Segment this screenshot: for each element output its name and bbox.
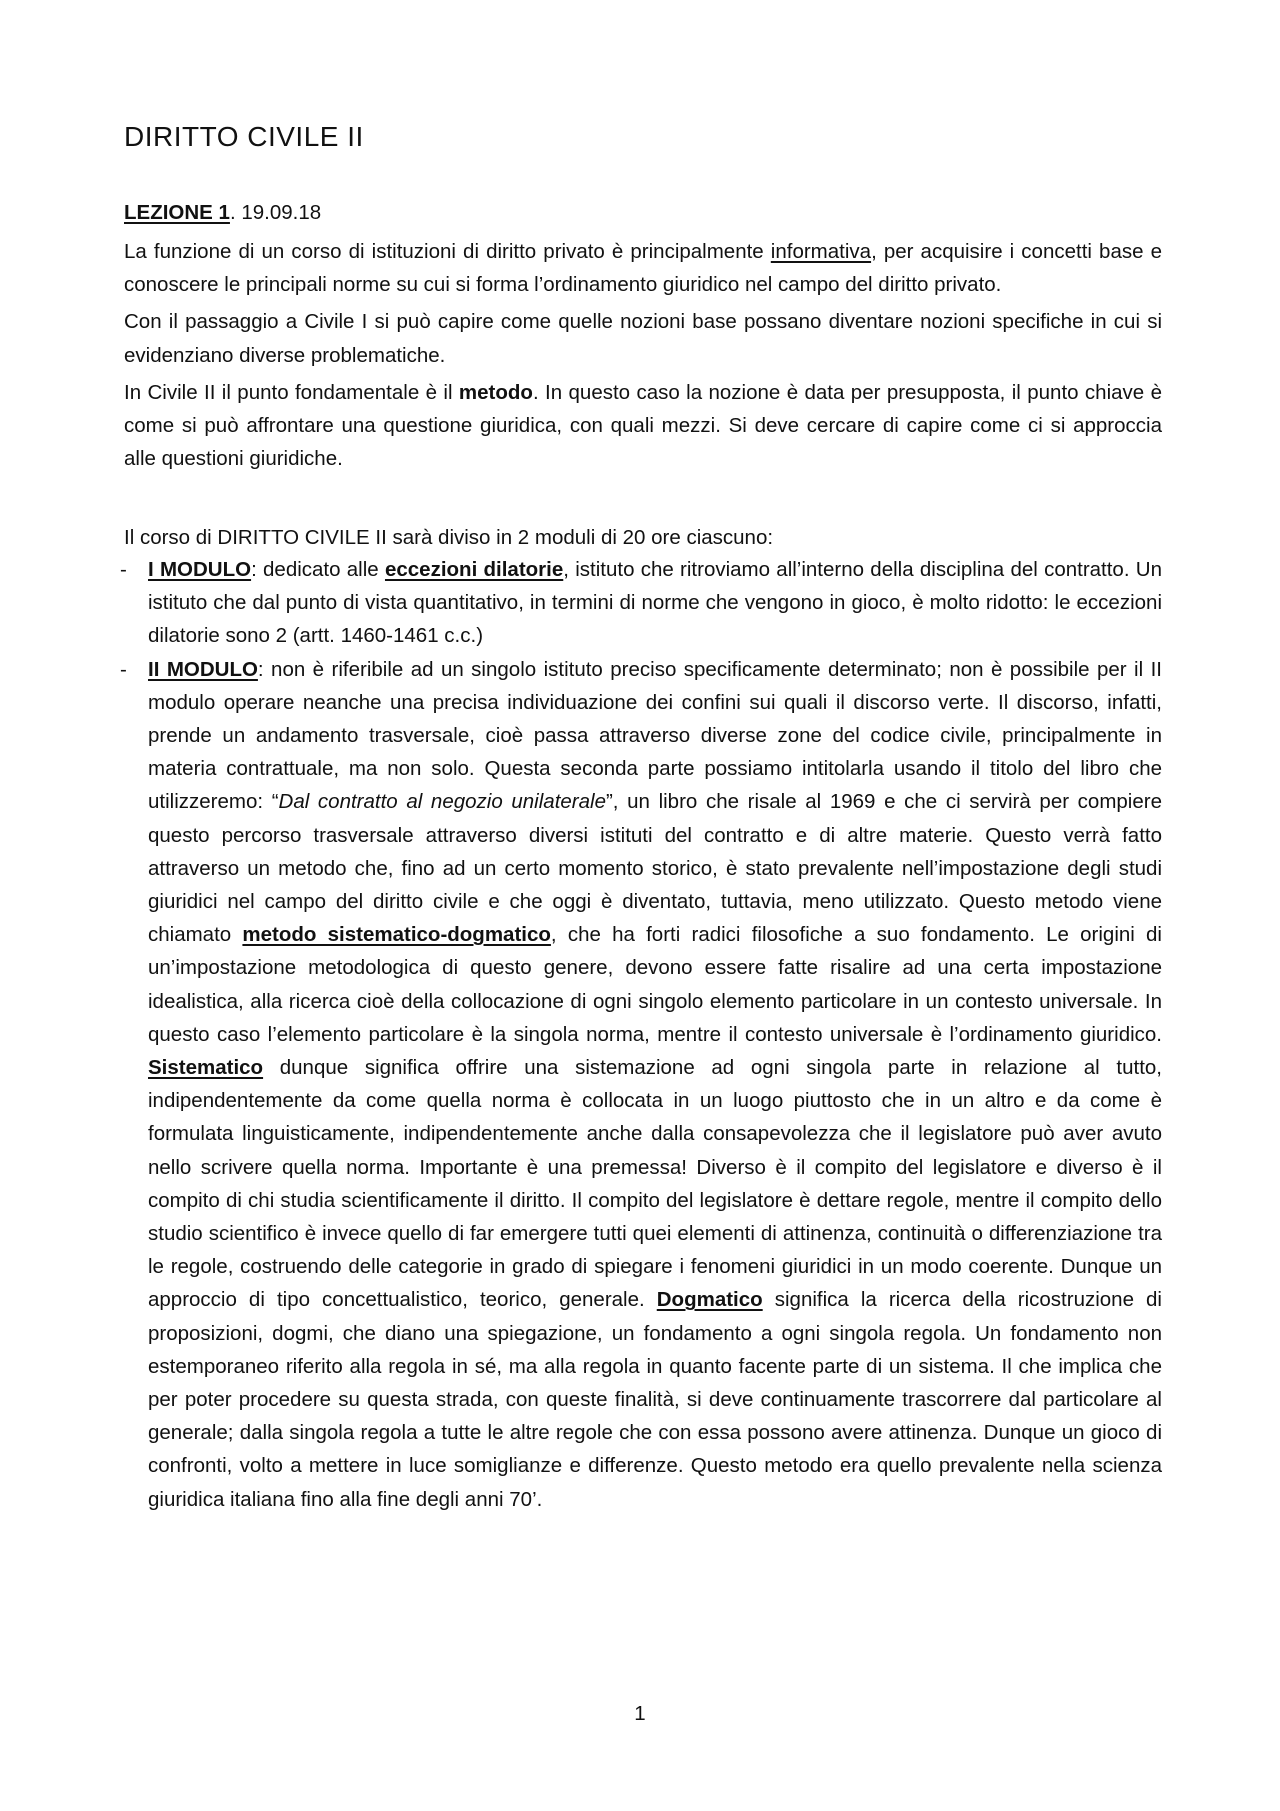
module-text: : non è riferibile ad un singolo istituto preciso specificamente determinato; non è possibile per il II modulo operare neanche una precisa individuazione dei confini sui quali il discorso verte. Il discorso, infatti, prende un andamento trasversale, cioè passa attraverso diverse zone del codice civile, principalmente in materia contrattuale, ma non solo. Questa seconda parte possiamo intitolarla usando il titolo del libro che utilizzeremo: “ — [148, 657, 1162, 814]
intro-text: In Civile II il punto fondamentale è il — [124, 380, 459, 404]
list-item-module-2 — [120, 653, 1162, 1516]
module-list — [120, 553, 1162, 1516]
module-text: , istituto che ritroviamo all’interno della disciplina del contratto. Un istituto che dal punto di vista quantitativo, in termini di norme che vengono in gioco, è molto ridotto: le eccezioni dilatorie sono 2 (artt. 1460-1461 c.c.) — [148, 558, 1162, 648]
intro-section — [124, 235, 1162, 479]
eccezioni-dilatorie-term: eccezioni dilatorie — [384, 558, 564, 581]
document-title: DIRITTO CIVILE II — [124, 121, 364, 152]
module-text: : dedicato alle — [251, 558, 385, 581]
intro-paragraph-3 — [124, 376, 1162, 476]
intro-text: , per acquisire i concetti base e conoscere le principali norme su cui si forma l’ordinamento giuridico nel campo del diritto privato. — [124, 240, 1162, 297]
lesson-heading — [124, 196, 321, 229]
module-2-label: II MODULO — [148, 657, 258, 681]
sistematico-term: Sistematico — [148, 1056, 264, 1080]
list-item-module-1 — [120, 553, 1162, 653]
intro-text: La funzione di un corso di istituzioni di diritto privato è principalmente — [124, 240, 771, 263]
metodo-term: metodo — [458, 380, 533, 404]
intro-paragraph-1 — [124, 235, 1162, 301]
lesson-date: . 19.09.18 — [229, 201, 322, 224]
lesson-label: LEZIONE 1 — [124, 201, 230, 224]
course-intro: Il corso di DIRITTO CIVILE II sarà diviso in 2 moduli di 20 ore ciascuno: — [124, 526, 774, 549]
informativa-term: informativa — [770, 240, 872, 263]
module-text: , che ha forti radici filosofiche a suo fondamento. Le origini di un’impostazione metodologica di questo genere, devono essere fatte risalire ad una certa impostazione idealistica, alla ricerca cioè della collocazione di ogni singolo elemento particolare in un contesto universale. In questo caso l’elemento particolare è la singola norma, mentre il contesto universale è l’ordinamento giuridico. — [148, 923, 1162, 1046]
book-title: Dal contratto al negozio unilaterale — [278, 790, 606, 814]
bullet-dash: - — [120, 657, 127, 681]
page-number: 1 — [634, 1702, 646, 1725]
bullet-dash: - — [120, 558, 127, 581]
module-1-label: I MODULO — [148, 558, 252, 581]
module-text: ”, un libro che risale al 1969 e che ci servirà per compiere questo percorso trasversale attraverso diversi istituti del contratto e di altre materie. Questo verrà fatto attraverso un metodo che, fino ad un certo momento storico, è stato prevalente nell’impostazione degli studi giuridici nel campo del diritto civile e che oggi è diventato, tuttavia, meno utilizzato. Questo metodo viene chiamato — [148, 790, 1162, 947]
metodo-sistematico-dogmatico-term: metodo sistematico-dogmatico — [242, 923, 551, 947]
module-text: significa la ricerca della ricostruzione di proposizioni, dogmi, che diano una spiegazione, un fondamento a ogni singola regola. Un fondamento non estemporaneo riferito alla regola in sé, ma alla regola in quanto facente parte di un sistema. Il che implica che per poter procedere su questa strada, con queste finalità, si deve continuamente trascorrere dal particolare al generale; dalla singola regola a tutte le altre regole che con essa possono avere attinenza. Dunque un gioco di confronti, volto a mettere in luce somiglianze e differenze. Questo metodo era quello prevalente nella scienza giuridica italiana fino alla fine degli anni 70’. — [148, 1288, 1162, 1511]
intro-paragraph-2: Con il passaggio a Civile I si può capire come quelle nozioni base possano diventare nozioni specifiche in cui si evidenziano diverse problematiche. — [124, 310, 1162, 367]
module-text: dunque significa offrire una sistemazione ad ogni singola parte in relazione al tutto, indipendentemente da come quella norma è collocata in un luogo piuttosto che in un altro e da come è formulata linguisticamente, indipendentemente anche dalla consapevolezza che il legislatore può aver avuto nello scrivere quella norma. Importante è una premessa! Diverso è il compito del legislatore e diverso è il compito di chi studia scientificamente il diritto. Il compito del legislatore è dettare regole, mentre il compito dello studio scientifico è invece quello di far emergere tutti quei elementi di attinenza, continuità o differenziazione tra le regole, costruendo delle categorie in grado di spiegare i fenomeni giuridici in un modo coerente. Dunque un approccio di tipo concettualistico, teorico, generale. — [148, 1056, 1162, 1312]
intro-text: . In questo caso la nozione è data per presupposta, il punto chiave è come si può affrontare una questione giuridica, con quali mezzi. Si deve cercare di capire come ci si approccia alle questioni giuridiche. — [124, 380, 1162, 471]
dogmatico-term: Dogmatico — [656, 1288, 763, 1312]
